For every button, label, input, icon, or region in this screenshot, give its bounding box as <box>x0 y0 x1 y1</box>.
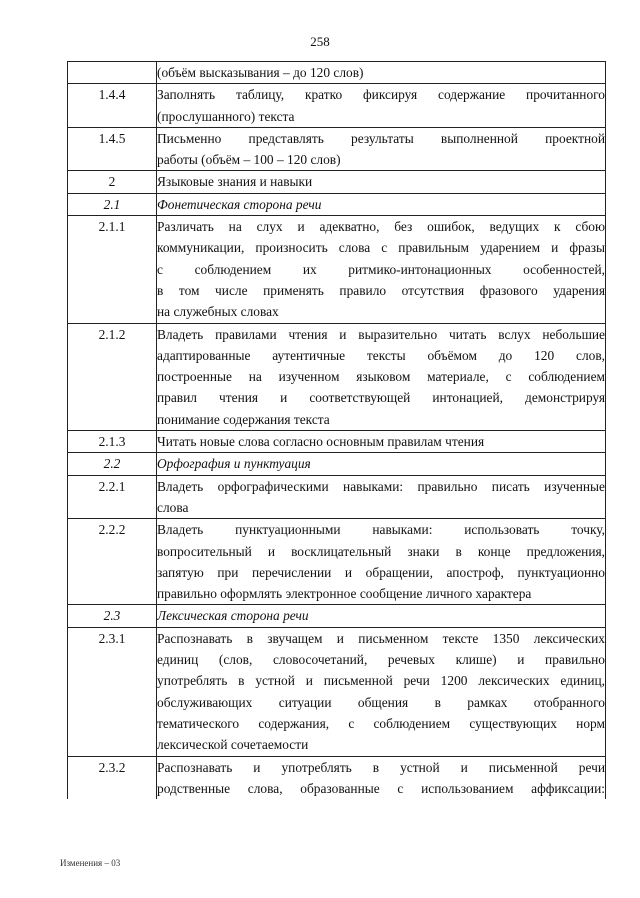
description-line: Владеть правилами чтения и выразительно читать вслух небольшие <box>157 326 605 342</box>
row-code: 2 <box>68 171 157 193</box>
row-description <box>157 453 606 475</box>
description-line: понимание содержания текста <box>157 411 330 427</box>
row-description <box>157 475 606 519</box>
row-code: 2.3 <box>68 605 157 627</box>
row-code: 2.1 <box>68 193 157 215</box>
row-code: 2.1.1 <box>68 216 157 323</box>
description-line: с соблюдением их ритмико-интонационных особенностей, <box>157 261 605 277</box>
table-section-row <box>68 605 606 627</box>
description-line: Заполнять таблицу, кратко фиксируя содержание прочитанного <box>157 87 605 103</box>
row-description <box>157 519 606 605</box>
description-line: правил чтения и соответствующей интонацией, демонстрируя <box>157 390 605 406</box>
row-code: 2.2.1 <box>68 475 157 519</box>
page-number: 258 <box>310 34 330 49</box>
table-row <box>68 84 606 128</box>
row-code: 2.2.2 <box>68 519 157 605</box>
row-code: 2.2 <box>68 453 157 475</box>
row-code: 2.3.1 <box>68 627 157 756</box>
row-code: 2.3.2 <box>68 756 157 799</box>
row-description <box>157 627 606 756</box>
description-line: (объём высказывания – до 120 слов) <box>157 65 364 80</box>
table-row <box>68 431 606 453</box>
table-section-row <box>68 453 606 475</box>
description-line: Различать на слух и адекватно, без ошибок, ведущих к сбою <box>157 219 605 235</box>
description-line: Орфография и пунктуация <box>157 456 311 472</box>
description-line: правильно оформлять электронное сообщение личного характера <box>157 586 532 602</box>
row-description <box>157 84 606 128</box>
row-description <box>157 193 606 215</box>
row-description <box>157 756 606 799</box>
table-section-row <box>68 193 606 215</box>
row-description <box>157 127 606 171</box>
description-line: употреблять в устной и письменной речи 1200 лексических единиц, <box>157 673 605 689</box>
table-row <box>68 323 606 430</box>
description-line: Владеть пунктуационными навыками: использовать точку, <box>157 522 605 538</box>
description-line: обслуживающих ситуации общения в рамках отобранного <box>157 694 605 710</box>
description-line: работы (объём – 100 – 120 слов) <box>157 152 341 168</box>
description-line: Языковые знания и навыки <box>157 174 313 190</box>
row-description <box>157 171 606 193</box>
description-line: Распознавать и употреблять в устной и письменной речи <box>157 759 605 775</box>
row-description <box>157 216 606 323</box>
row-code: 2.1.3 <box>68 431 157 453</box>
description-line: Лексическая сторона речи <box>157 608 309 624</box>
table-row <box>68 756 606 799</box>
description-line: вопросительный и восклицательный знаки в конце предложения, <box>157 543 605 559</box>
description-line: построенные на изученном языковом материале, с соблюдением <box>157 369 605 385</box>
table-row <box>68 127 606 171</box>
table-row <box>68 62 606 84</box>
row-code: 1.4.5 <box>68 127 157 171</box>
description-line: слова <box>157 499 189 515</box>
description-line: Письменно представлять результаты выполненной проектной <box>157 130 605 146</box>
description-line: на служебных словах <box>157 304 279 320</box>
description-line: Читать новые слова согласно основным правилам чтения <box>157 434 485 450</box>
description-line: Распознавать в звучащем и письменном тексте 1350 лексических <box>157 630 605 646</box>
table-row <box>68 216 606 323</box>
table-row <box>68 627 606 756</box>
description-line: запятую при перечислении и обращении, апостроф, пунктуационно <box>157 564 605 580</box>
description-line: Владеть орфографическими навыками: правильно писать изученные <box>157 478 605 494</box>
table-row <box>68 519 606 605</box>
table-body <box>68 62 606 800</box>
row-code: 1.4.4 <box>68 84 157 128</box>
description-line: адаптированные аутентичные тексты объёмом до 120 слов, <box>157 347 605 363</box>
revision-footer: Изменения – 03 <box>60 858 121 868</box>
description-line: тематического содержания, с соблюдением существующих норм <box>157 715 605 731</box>
description-line: Фонетическая сторона речи <box>157 196 322 212</box>
row-description <box>157 323 606 430</box>
row-code: 2.1.2 <box>68 323 157 430</box>
row-description <box>157 605 606 627</box>
description-line: единиц (слов, словосочетаний, речевых клише) и правильно <box>157 652 605 668</box>
table-row <box>68 171 606 193</box>
description-line: (прослушанного) текста <box>157 108 295 124</box>
description-line: в том числе применять правило отсутствия фразового ударения <box>157 282 605 298</box>
table-row <box>68 475 606 519</box>
description-line: коммуникации, произносить слова с правильным ударением и фразы <box>157 240 605 256</box>
row-code <box>68 62 157 84</box>
description-line: лексической сочетаемости <box>157 737 309 753</box>
row-description <box>157 62 606 84</box>
curriculum-table <box>67 61 606 799</box>
row-description <box>157 431 606 453</box>
description-line: родственные слова, образованные с использованием аффиксации: <box>157 780 605 796</box>
